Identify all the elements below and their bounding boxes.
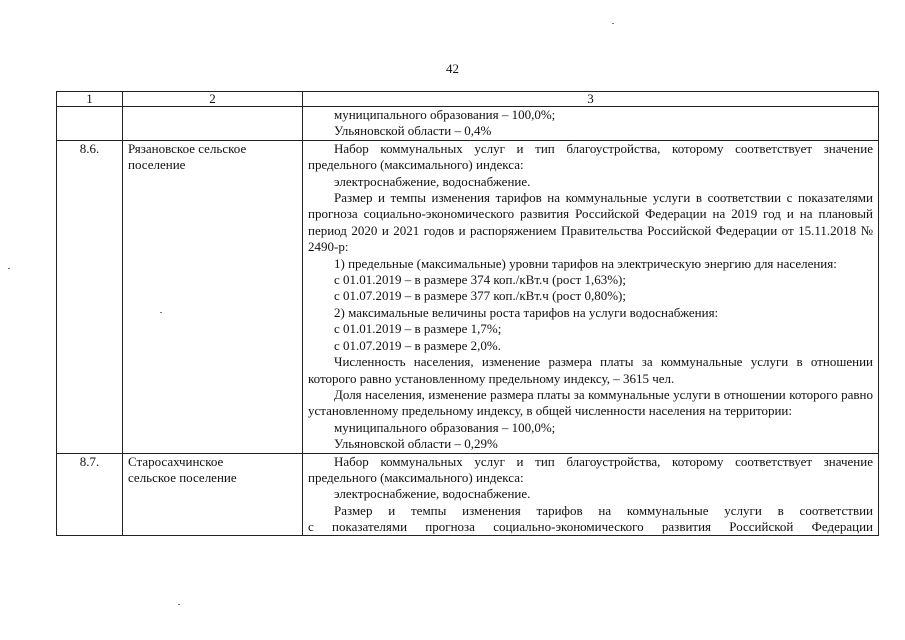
paragraph: с 01.07.2019 – в размере 2,0%. [334,337,501,353]
paragraph: 1) предельные (максимальные) уровни тарифов на электрическую энергию для населения: [334,255,837,271]
row-number: 8.7. [57,453,123,536]
paragraph: электроснабжение, водоснабжение. [334,173,531,189]
paragraph: Доля населения, изменение размера платы за коммунальные услуги в отношении которого равно установленному предельному индексу, в общей численности населения на территории: [308,386,873,419]
paragraph: Набор коммунальных услуг и тип благоустройства, которому соответствует значение предельного (максимального) индекса: [308,453,873,485]
paragraph: Размер и темпы изменения тарифов на коммунальные услуги в соответствии [334,502,873,518]
paragraph: электроснабжение, водоснабжение. [334,486,531,502]
paragraph: муниципального образования – 100,0%; [334,419,556,435]
page-number: 42 [446,61,459,76]
settlement-name-line: сельское поселение [128,469,237,485]
column-header-1: 1 [57,92,123,107]
table-row-8-7 [57,453,879,536]
settlement-name-line: Старосахчинское [128,453,224,469]
paragraph: с 01.01.2019 – в размере 1,7%; [334,321,502,337]
row-content [303,453,879,536]
settlement-name-cell [123,107,303,141]
settlement-name [123,140,303,453]
row-number: 8.6. [57,140,123,453]
row-content-cell [303,107,879,141]
row-number-cell [57,107,123,141]
column-header-3: 3 [303,92,879,107]
paragraph: Численность населения, изменение размера платы за коммунальные услуги в отношении которого равно установленному предельному индексу, – 3615 чел. [308,354,873,386]
paragraph: Размер и темпы изменения тарифов на коммунальные услуги в соответствии с показателями прогноза социально-экономического развития Российской Федерации на 2019 год и на плановый период 2020 и 2021 годов и распоряжением Правительства Российской Федерации от 15.11.2018 № 2490-р: [308,190,873,255]
paragraph: Ульяновской области – 0,29% [334,436,498,452]
paragraph: Набор коммунальных услуг и тип благоустройства, которому соответствует значение предельного (максимального) индекса: [308,140,873,173]
scan-speck [8,268,10,269]
tariff-table [56,91,879,536]
row-content [303,140,879,453]
content-line: муниципального образования – 100,0%; [334,107,556,122]
scan-speck [160,312,162,313]
scan-speck [612,23,614,24]
settlement-name [123,453,303,536]
settlement-name-line: Рязановское сельское [128,140,247,156]
settlement-name-line: поселение [128,157,186,173]
paragraph: 2) максимальные величины роста тарифов на услуги водоснабжения: [334,304,719,320]
paragraph-cut-off: с показателями прогноза социально-экономического развития Российской Федерации [308,519,873,535]
paragraph: с 01.01.2019 – в размере 374 коп./кВт.ч (рост 1,63%); [334,272,626,288]
paragraph: с 01.07.2019 – в размере 377 коп./кВт.ч (рост 0,80%); [334,288,626,304]
content-line: Ульяновской области – 0,4% [334,123,492,139]
scan-speck [178,604,180,605]
table-row-8-6 [57,140,879,453]
table-header-row [57,92,879,107]
column-header-2: 2 [123,92,303,107]
table-row-continued [57,107,879,141]
